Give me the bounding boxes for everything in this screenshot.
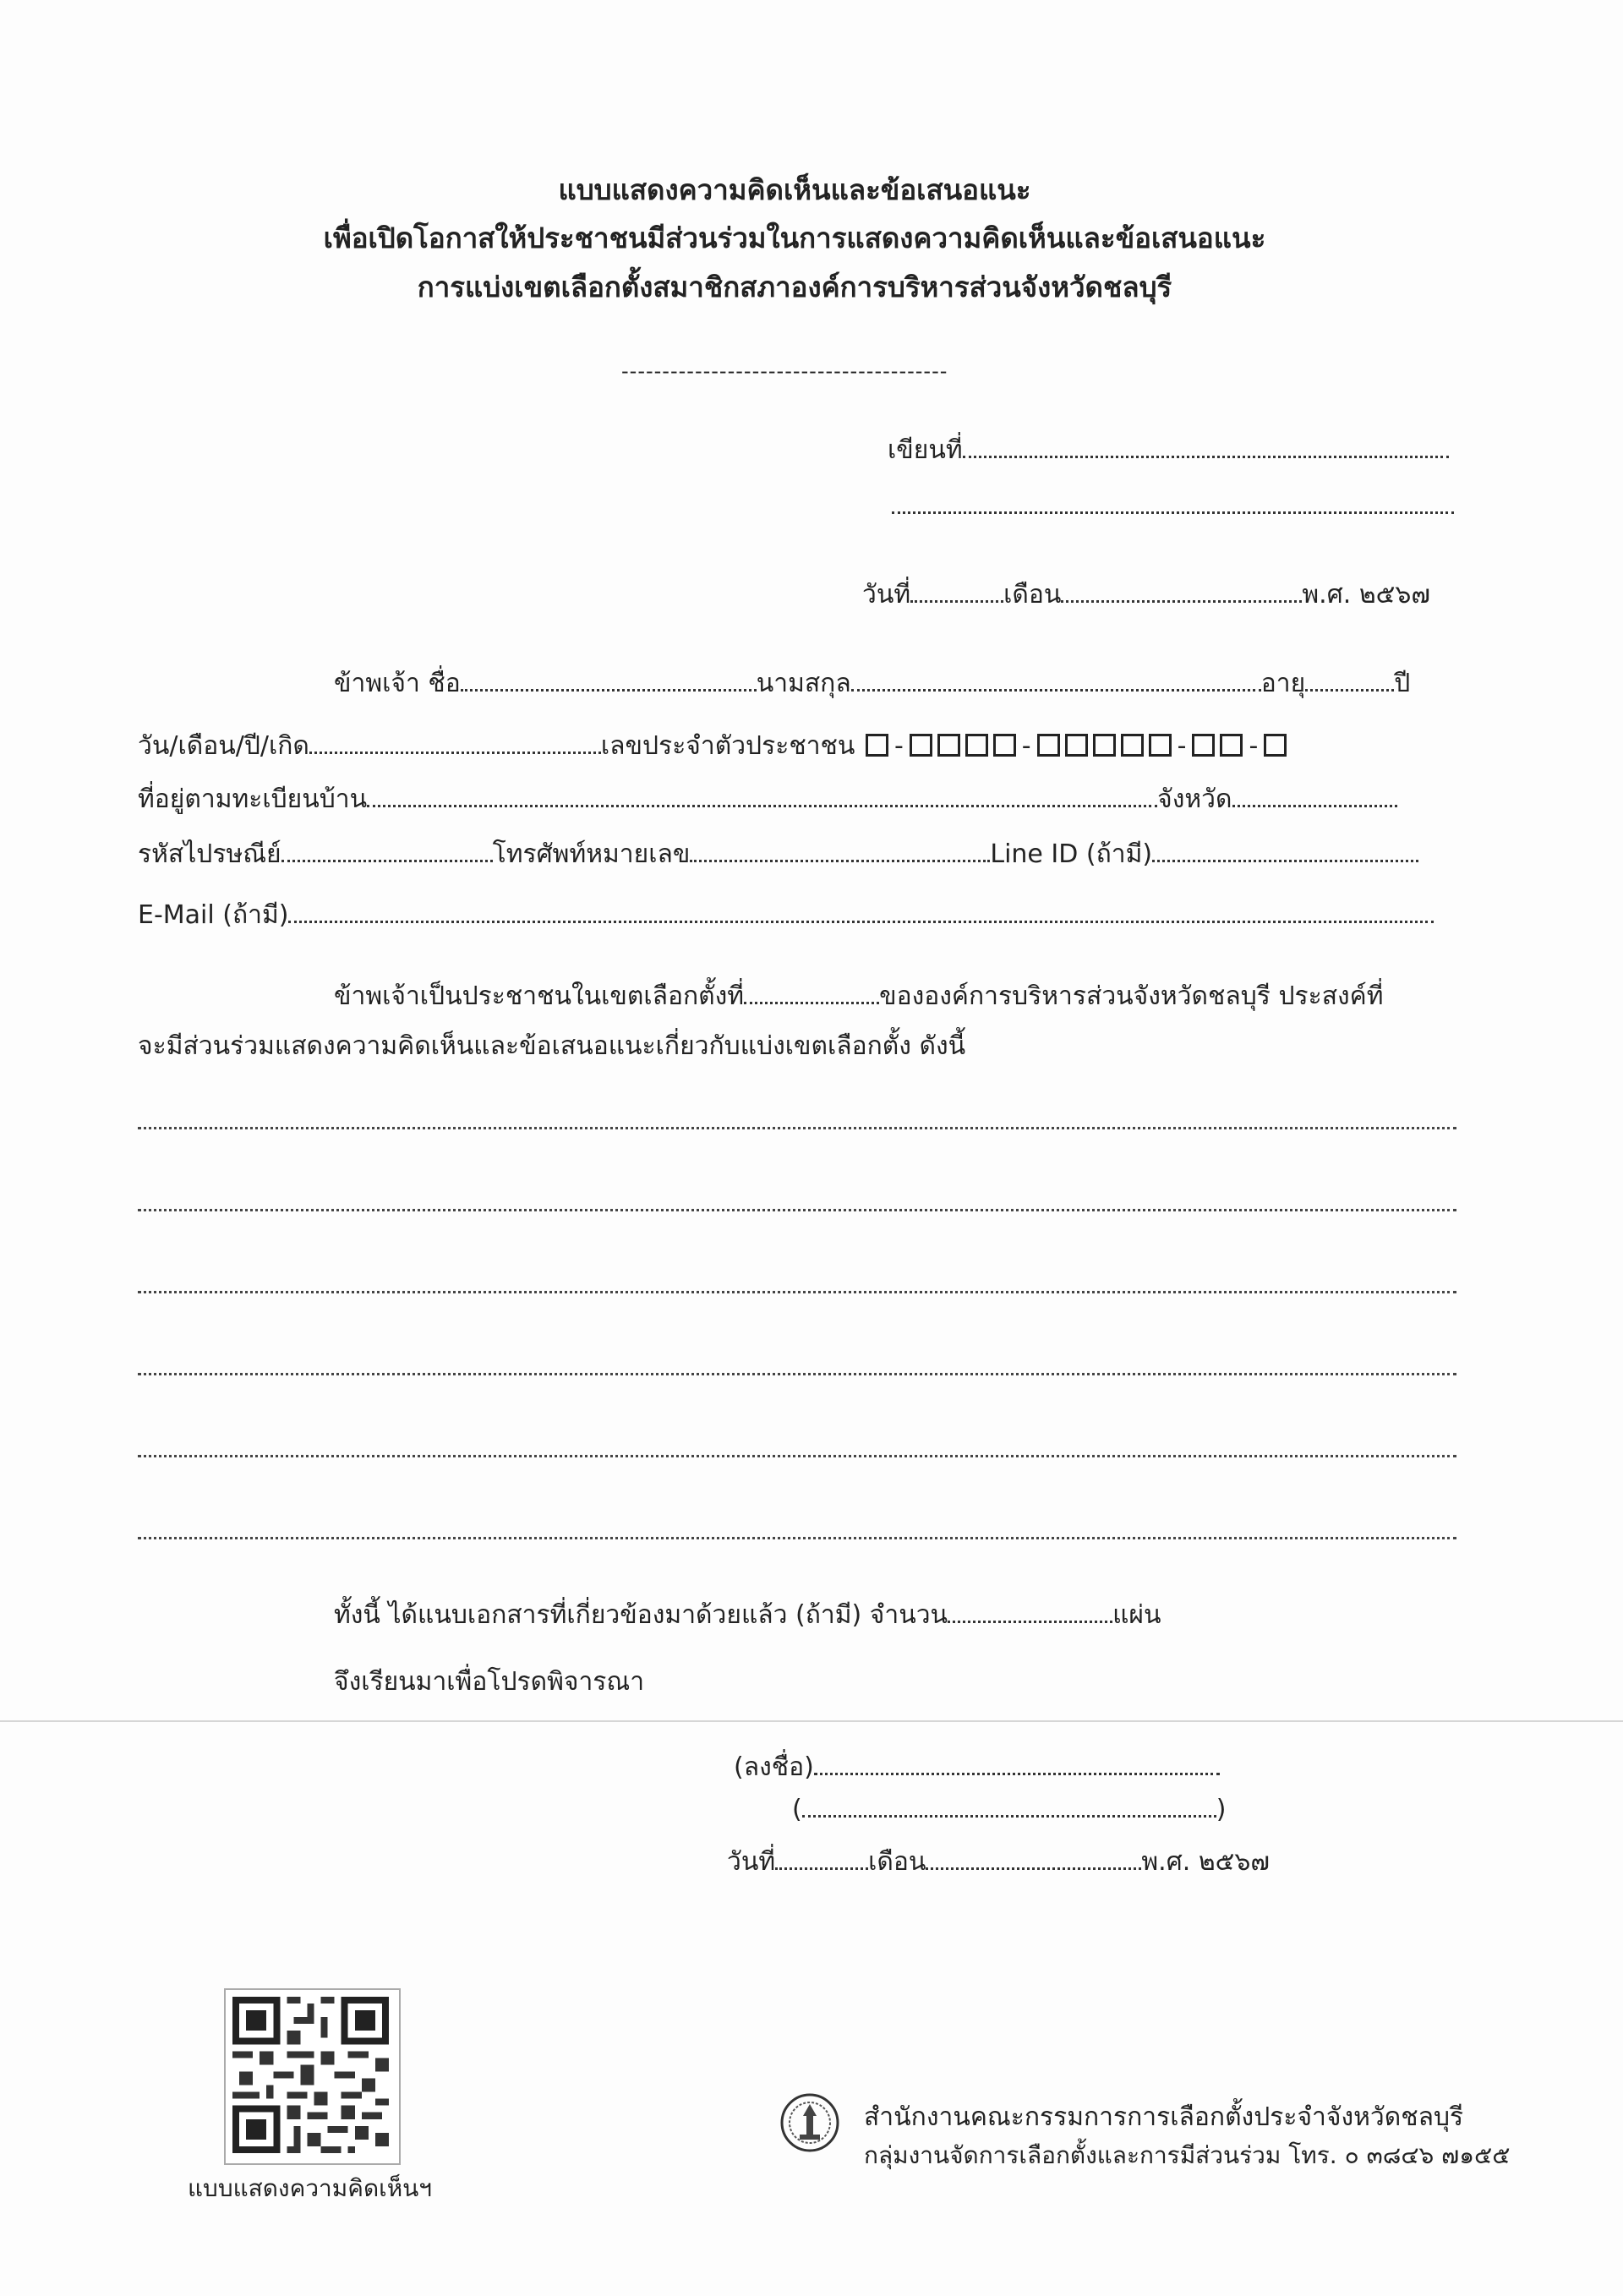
signature-row (734, 1750, 1220, 1783)
province-label: จังหวัด (1157, 784, 1232, 814)
id-digit[interactable] (965, 734, 988, 757)
month-input[interactable] (1061, 577, 1302, 603)
signature-date-row (727, 1845, 1270, 1878)
age-label: อายุ (1260, 669, 1306, 698)
id-digit[interactable] (1192, 734, 1215, 757)
opinion-line[interactable] (138, 1291, 1456, 1293)
dob-label: วัน/เดือน/ปี/เกิด (138, 731, 309, 761)
close-paren: ) (1216, 1795, 1227, 1824)
opinion-line[interactable] (138, 1455, 1456, 1457)
district-label: ข้าพเจ้าเป็นประชาชนในเขตเลือกตั้งที่ (334, 981, 745, 1011)
age-unit: ปี (1394, 669, 1411, 698)
day-input[interactable] (910, 577, 1003, 603)
postal-code-input[interactable] (281, 837, 493, 862)
qr-caption: แบบแสดงความคิดเห็นฯ (188, 2174, 433, 2202)
sign-day-input[interactable] (775, 1845, 868, 1870)
sign-year-label: พ.ศ. ๒๕๖๗ (1141, 1847, 1270, 1877)
dob-input[interactable] (309, 729, 601, 754)
opinion-line[interactable] (138, 1373, 1456, 1375)
written-at-line-2[interactable] (892, 489, 1454, 522)
written-at-field[interactable] (888, 433, 1449, 466)
id-digit[interactable] (1121, 734, 1144, 757)
signature-name-row (792, 1792, 1226, 1825)
open-paren: ( (792, 1795, 802, 1824)
form-subtitle-2: การแบ่งเขตเลือกตั้งสมาชิกสภาองค์การบริหารส่วนจังหวัดชลบุรี (417, 271, 1172, 303)
form-subtitle: เพื่อเปิดโอกาสให้ประชาชนมีส่วนร่วมในการแสดงความคิดเห็นและข้อเสนอแนะ (323, 221, 1266, 254)
phone-label: โทรศัพท์หมายเลข (492, 839, 691, 869)
sign-month-input[interactable] (926, 1845, 1141, 1870)
name-label: ข้าพเจ้า ชื่อ (334, 669, 461, 698)
written-at-label: เขียนที่ (888, 435, 963, 465)
id-number-boxes[interactable]: - - - - (863, 731, 1289, 761)
province-input[interactable] (1232, 782, 1397, 807)
address-label: ที่อยู่ตามทะเบียนบ้าน (138, 784, 368, 814)
surname-label: นามสกุล (756, 669, 851, 698)
statement-text: ขององค์การบริหารส่วนจังหวัดชลบุรี ประสงค์ที่ (879, 981, 1384, 1011)
title-separator: ---------------------------------------- (621, 359, 948, 383)
id-digit[interactable] (937, 734, 960, 757)
id-digit[interactable] (1065, 734, 1088, 757)
postal-code-label: รหัสไปรษณีย์ (138, 839, 281, 869)
attachment-row (334, 1598, 1161, 1631)
address-input[interactable] (367, 782, 1157, 807)
id-digit[interactable] (910, 734, 932, 757)
written-at-line[interactable] (963, 433, 1449, 458)
qr-code[interactable] (224, 1988, 401, 2165)
surname-input[interactable] (851, 666, 1261, 692)
office-name: สำนักงานคณะกรรมการการเลือกตั้งประจำจังหวัดชลบุรี (864, 2102, 1464, 2132)
statement-row (334, 979, 1384, 1012)
age-input[interactable] (1305, 666, 1394, 692)
opinion-line[interactable] (138, 1209, 1456, 1211)
email-row (138, 898, 1434, 931)
date-row (862, 577, 1430, 610)
name-row (334, 666, 1410, 699)
id-digit[interactable] (866, 734, 888, 757)
id-digit[interactable] (1220, 734, 1243, 757)
id-digit[interactable] (1149, 734, 1172, 757)
form-title: แบบแสดงความคิดเห็นและข้อเสนอแนะ (558, 173, 1031, 206)
district-input[interactable] (744, 979, 879, 1004)
address-row (138, 782, 1397, 815)
id-digit[interactable] (993, 734, 1016, 757)
id-label: เลขประจำตัวประชาชน (600, 731, 855, 761)
contact-row (138, 837, 1418, 870)
office-seal-icon (779, 2092, 840, 2153)
scan-divider (0, 1720, 1623, 1722)
attachment-unit: แผ่น (1112, 1600, 1161, 1630)
closing-text: จึงเรียนมาเพื่อโปรดพิจารณา (334, 1667, 645, 1697)
line-id-label: Line ID (ถ้ามี) (990, 839, 1153, 869)
signature-input[interactable] (814, 1750, 1220, 1775)
office-division: กลุ่มงานจัดการเลือกตั้งและการมีส่วนร่วม โทร. ๐ ๓๘๔๖ ๗๑๕๕ (864, 2141, 1511, 2169)
attachment-count-input[interactable] (948, 1598, 1112, 1623)
qr-code-icon (226, 1990, 396, 2160)
signature-name-input[interactable] (802, 1792, 1216, 1818)
statement-line-2: จะมีส่วนร่วมแสดงความคิดเห็นและข้อเสนอแนะเกี่ยวกับแบ่งเขตเลือกตั้ง ดังนี้ (138, 1031, 966, 1061)
id-digit[interactable] (1264, 734, 1287, 757)
opinion-line[interactable] (138, 1537, 1456, 1539)
phone-input[interactable] (690, 837, 990, 862)
email-input[interactable] (288, 898, 1434, 923)
id-digit[interactable] (1093, 734, 1116, 757)
sign-month-label: เดือน (868, 1847, 926, 1877)
month-label: เดือน (1003, 580, 1062, 610)
id-digit[interactable] (1037, 734, 1060, 757)
email-label: E-Mail (ถ้ามี) (138, 900, 289, 930)
year-label: พ.ศ. ๒๕๖๗ (1302, 580, 1430, 610)
opinion-line[interactable] (138, 1127, 1456, 1129)
day-label: วันที่ (862, 580, 911, 610)
dob-id-row (138, 729, 1289, 762)
attachment-text: ทั้งนี้ ได้แนบเอกสารที่เกี่ยวข้องมาด้วยแล้ว (ถ้ามี) จำนวน (334, 1600, 948, 1630)
sign-day-label: วันที่ (727, 1847, 776, 1877)
name-input[interactable] (461, 666, 757, 692)
signature-label: (ลงชื่อ) (734, 1752, 814, 1782)
line-id-input[interactable] (1152, 837, 1418, 862)
